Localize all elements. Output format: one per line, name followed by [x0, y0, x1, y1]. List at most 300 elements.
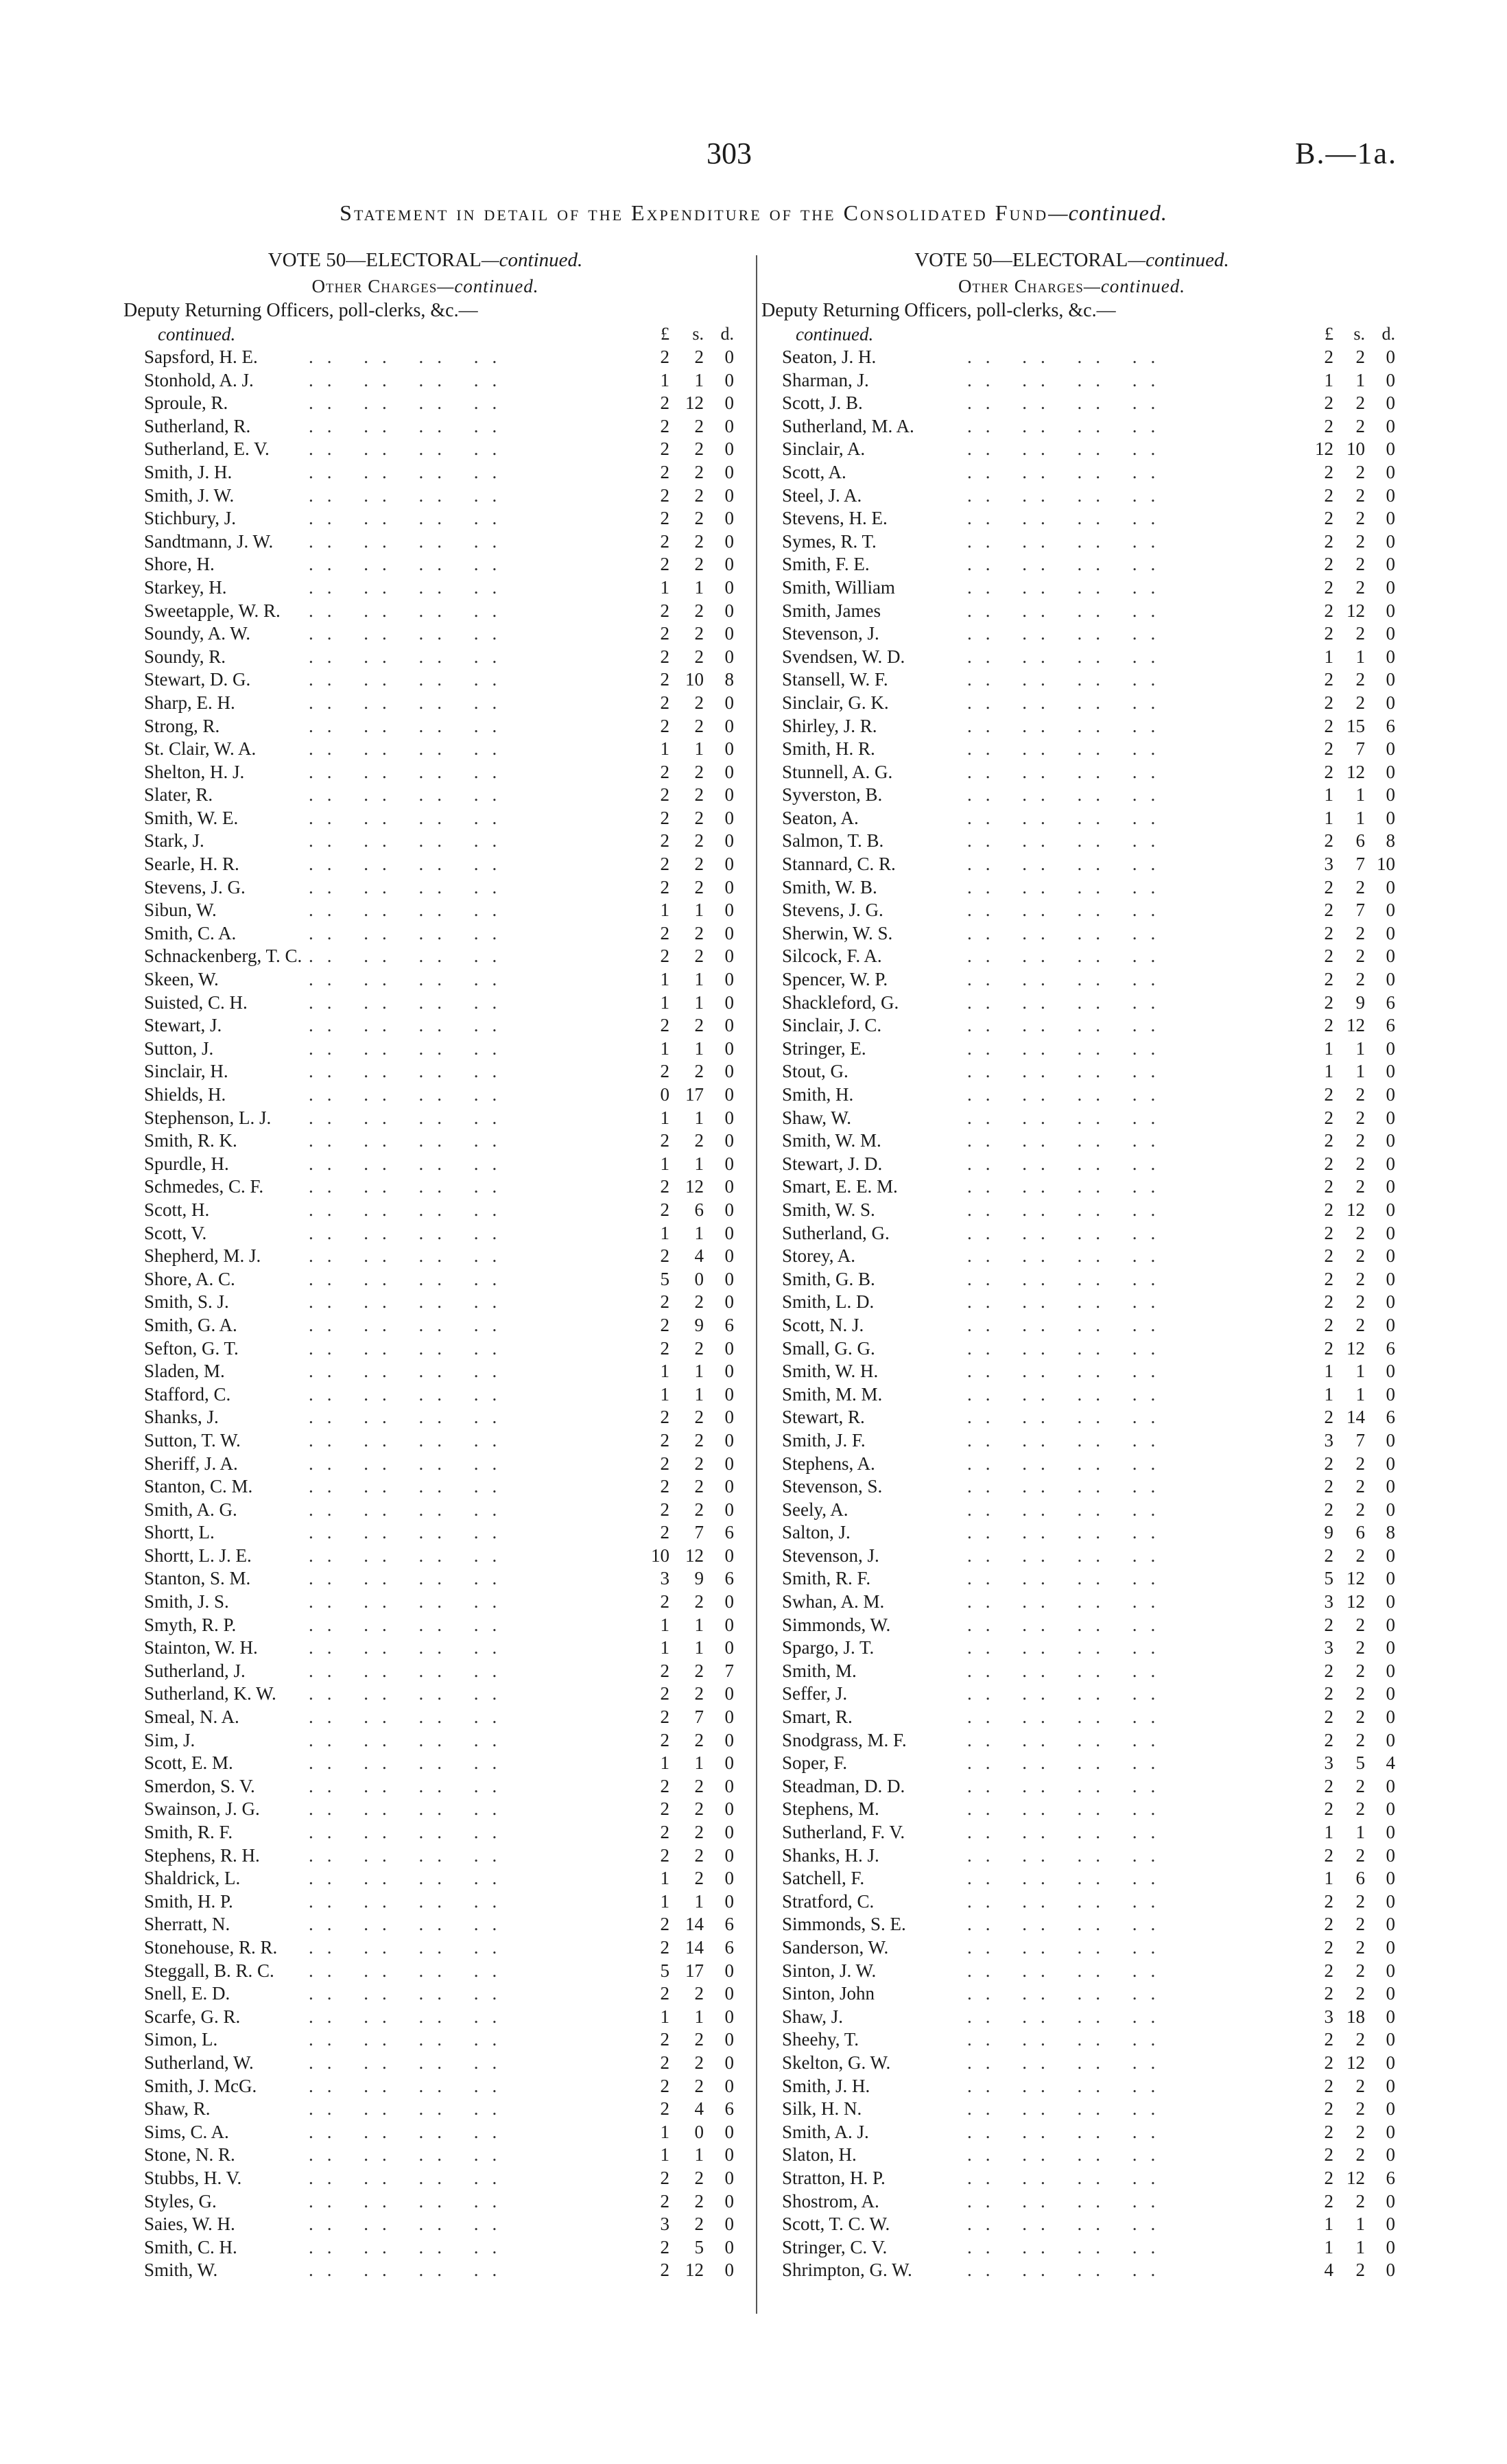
amount-pounds: 1 [1324, 807, 1333, 828]
amount-pence: 0 [724, 438, 734, 460]
amount-shillings: 2 [694, 1061, 704, 1082]
payee-name: Stone, N. R. [144, 2144, 235, 2166]
continued-label: continued. [158, 324, 236, 344]
amount-pounds: 2 [660, 715, 669, 736]
payee-name: Smith, M. M. [782, 1383, 883, 1405]
amount-shillings: 2 [694, 1453, 704, 1474]
amount-shillings: 18 [1346, 2006, 1365, 2027]
dot-leaders: .. .. .. .. [967, 1752, 1170, 1774]
dot-leaders: .. .. .. .. [967, 1084, 1170, 1105]
amount-pence: 0 [724, 1407, 734, 1428]
amount-pence: 6 [1386, 1407, 1395, 1428]
dot-leaders: .. .. .. .. [309, 392, 511, 414]
amount-pence: 0 [1386, 415, 1395, 436]
amount-shillings: 2 [1355, 876, 1365, 897]
amount-pence: 0 [1386, 508, 1395, 529]
amount-pence: 0 [724, 1337, 734, 1359]
amount-pence: 0 [1386, 2236, 1395, 2257]
table-row [761, 784, 1395, 807]
amount-shillings: 2 [1355, 1291, 1365, 1313]
amount-pence: 0 [724, 1729, 734, 1750]
pounds-unit: £ [661, 324, 669, 344]
dot-leaders: .. .. .. .. [967, 1822, 1170, 1842]
payee-name: Shaw, R. [144, 2098, 211, 2120]
payee-name: Stewart, J. D. [782, 1153, 883, 1174]
dot-leaders: .. .. .. .. [309, 2121, 511, 2142]
amount-pence: 0 [724, 969, 734, 990]
payee-name: Simmonds, S. E. [782, 1914, 906, 1935]
vote-title: VOTE 50—ELECTORAL [268, 249, 482, 271]
amount-pounds: 2 [1324, 2167, 1333, 2188]
amount-pence: 0 [724, 1822, 734, 1842]
payee-name: Syverston, B. [782, 784, 883, 806]
amount-shillings: 2 [694, 2029, 704, 2050]
dot-leaders: .. .. .. .. [967, 807, 1170, 828]
amount-shillings: 2 [694, 2052, 704, 2073]
amount-shillings: 2 [694, 1499, 704, 1520]
payee-name: Shackleford, G. [782, 992, 899, 1013]
table-row [761, 415, 1395, 438]
amount-shillings: 2 [694, 876, 704, 897]
payee-name: Smith, J. F. [782, 1429, 866, 1451]
amount-shillings: 2 [694, 1591, 704, 1612]
dot-leaders: .. .. .. .. [309, 1729, 511, 1750]
table-row [123, 2028, 734, 2052]
amount-pence: 0 [724, 484, 734, 506]
payee-name: Scott, H. [144, 1199, 210, 1220]
amount-pounds: 2 [1324, 1245, 1333, 1267]
amount-pounds: 2 [1324, 715, 1333, 736]
table-row [761, 484, 1395, 508]
dot-leaders: .. .. .. .. [967, 1614, 1170, 1635]
payee-name: Seaton, J. H. [782, 347, 877, 367]
amount-pence: 6 [724, 1522, 734, 1543]
expenditure-list [761, 346, 1395, 2282]
amount-shillings: 2 [1355, 1798, 1365, 1820]
dot-leaders: .. .. .. .. [967, 1983, 1170, 2004]
table-row [761, 1129, 1395, 1153]
amount-shillings: 2 [694, 461, 704, 482]
table-row [761, 2098, 1395, 2121]
table-row [761, 1268, 1395, 1291]
payee-name: Stewart, D. G. [144, 669, 251, 690]
amount-pounds: 2 [660, 461, 669, 482]
amount-shillings: 1 [694, 900, 704, 921]
table-row [123, 876, 734, 900]
amount-pounds: 1 [660, 1752, 669, 1774]
amount-shillings: 1 [1355, 2236, 1365, 2257]
table-row [761, 1729, 1395, 1752]
dot-leaders: .. .. .. .. [309, 600, 511, 621]
payee-name: Stannard, C. R. [782, 854, 896, 875]
amount-pounds: 2 [660, 1729, 669, 1750]
amount-shillings: 2 [694, 347, 704, 367]
amount-pence: 0 [1386, 1291, 1395, 1313]
dot-leaders: .. .. .. .. [967, 1130, 1170, 1151]
payee-name: Swainson, J. G. [144, 1798, 260, 1820]
payee-name: Smart, R. [782, 1706, 853, 1728]
dot-leaders: .. .. .. .. [967, 692, 1170, 713]
amount-pounds: 2 [660, 1983, 669, 2004]
amount-pounds: 1 [1324, 1061, 1333, 1082]
amount-pence: 0 [724, 2214, 734, 2235]
dot-leaders: .. .. .. .. [967, 1960, 1170, 1981]
amount-pence: 0 [724, 992, 734, 1013]
dot-leaders: .. .. .. .. [309, 415, 511, 436]
amount-pence: 0 [1386, 646, 1395, 667]
payee-name: Salmon, T. B. [782, 830, 884, 852]
dot-leaders: .. .. .. .. [309, 2029, 511, 2050]
amount-pounds: 2 [1324, 530, 1333, 552]
amount-shillings: 1 [1355, 1061, 1365, 1082]
table-row [123, 968, 734, 992]
amount-pence: 0 [1386, 1476, 1395, 1497]
amount-shillings: 2 [694, 1660, 704, 1681]
amount-pounds: 2 [660, 1429, 669, 1451]
amount-pence: 0 [1386, 1107, 1395, 1128]
amount-pounds: 3 [1324, 854, 1333, 875]
table-row [123, 715, 734, 738]
payee-name: Sims, C. A. [144, 2121, 229, 2142]
dot-leaders: .. .. .. .. [309, 1614, 511, 1635]
amount-pounds: 1 [660, 369, 669, 390]
dot-leaders: .. .. .. .. [967, 1844, 1170, 1866]
amount-pounds: 2 [660, 646, 669, 667]
dot-leaders: .. .. .. .. [967, 1429, 1170, 1451]
payee-name: Smith, A. J. [782, 2121, 869, 2142]
amount-pounds: 2 [660, 692, 669, 713]
dot-leaders: .. .. .. .. [309, 1361, 511, 1382]
amount-shillings: 2 [1355, 1453, 1365, 1474]
amount-shillings: 2 [1355, 1499, 1365, 1520]
payee-name: Scott, A. [782, 461, 846, 482]
table-row [761, 1682, 1395, 1706]
payee-name: Smith, J. W. [144, 484, 235, 506]
amount-pence: 0 [1386, 600, 1395, 621]
amount-shillings: 2 [1355, 669, 1365, 690]
table-row [123, 1545, 734, 1568]
dot-leaders: .. .. .. .. [967, 2167, 1170, 2188]
amount-pence: 0 [724, 900, 734, 921]
table-row [761, 1222, 1395, 1245]
payee-name: Styles, G. [144, 2190, 217, 2211]
dot-leaders: .. .. .. .. [309, 1429, 511, 1451]
amount-pence: 4 [1386, 1752, 1395, 1774]
amount-pounds: 2 [1324, 992, 1333, 1013]
payee-name: Smith, L. D. [782, 1291, 875, 1313]
amount-shillings: 2 [1355, 415, 1365, 436]
amount-pounds: 2 [1324, 1983, 1333, 2004]
amount-pounds: 1 [660, 900, 669, 921]
table-row [123, 1107, 734, 1130]
payee-name: Searle, H. R. [144, 854, 239, 875]
table-row [123, 1499, 734, 1522]
dot-leaders: .. .. .. .. [967, 1706, 1170, 1728]
amount-pounds: 2 [1324, 2052, 1333, 2073]
table-row [761, 807, 1395, 830]
table-row [123, 600, 734, 623]
payee-name: Sherratt, N. [144, 1914, 230, 1935]
table-row [761, 1083, 1395, 1107]
table-row [761, 461, 1395, 484]
dot-leaders: .. .. .. .. [309, 2260, 511, 2281]
table-row [761, 1453, 1395, 1476]
dot-leaders: .. .. .. .. [309, 1914, 511, 1935]
payee-name: Sproule, R. [144, 392, 228, 414]
amount-pounds: 3 [1324, 2006, 1333, 2027]
amount-pounds: 2 [660, 1936, 669, 1958]
payee-name: Sinton, John [782, 1983, 875, 2004]
table-row [761, 2006, 1395, 2029]
charges-title: Other Charges [958, 276, 1084, 296]
dot-leaders: .. .. .. .. [309, 2214, 511, 2235]
amount-shillings: 2 [694, 1729, 704, 1750]
payee-name: Simmonds, W. [782, 1614, 891, 1635]
dot-leaders: .. .. .. .. [967, 715, 1170, 736]
payee-name: Small, G. G. [782, 1337, 875, 1359]
payee-name: Silk, H. N. [782, 2098, 862, 2120]
dot-leaders: .. .. .. .. [967, 922, 1170, 943]
page-reference: B.—1a. [1295, 137, 1397, 170]
payee-name: Sutherland, W. [144, 2052, 254, 2073]
amount-pounds: 2 [660, 1061, 669, 1082]
dot-leaders: .. .. .. .. [309, 508, 511, 529]
payee-name: Sinclair, J. C. [782, 1015, 882, 1036]
dot-leaders: .. .. .. .. [967, 600, 1170, 621]
dot-leaders: .. .. .. .. [309, 1199, 511, 1220]
table-row [761, 1175, 1395, 1199]
payee-name: Strong, R. [144, 715, 220, 736]
payee-name: Suisted, C. H. [144, 992, 248, 1013]
table-row [761, 1545, 1395, 1568]
table-row [123, 1660, 734, 1683]
amount-pounds: 2 [660, 1522, 669, 1543]
charges-heading [761, 273, 1382, 299]
payee-name: Smith, W. E. [144, 807, 239, 828]
dot-leaders: .. .. .. .. [309, 1407, 511, 1428]
amount-pounds: 2 [1324, 461, 1333, 482]
amount-pence: 0 [724, 1222, 734, 1243]
amount-pounds: 2 [1324, 1936, 1333, 1958]
dot-leaders: .. .. .. .. [967, 784, 1170, 806]
amount-shillings: 12 [685, 1545, 704, 1566]
amount-shillings: 2 [694, 2214, 704, 2235]
dot-leaders: .. .. .. .. [309, 461, 511, 482]
table-row [761, 369, 1395, 392]
table-row [123, 1060, 734, 1083]
table-row [761, 1199, 1395, 1222]
dot-leaders: .. .. .. .. [967, 1729, 1170, 1750]
table-row [123, 1360, 734, 1383]
amount-pounds: 2 [660, 1337, 669, 1359]
amount-pence: 0 [724, 2006, 734, 2027]
amount-pounds: 2 [660, 2260, 669, 2281]
page-number: 303 [707, 137, 752, 170]
amount-shillings: 2 [694, 2190, 704, 2211]
dot-leaders: .. .. .. .. [309, 1314, 511, 1335]
section-heading-continued [123, 322, 734, 346]
amount-pence: 0 [1386, 1545, 1395, 1566]
payee-name: Sinton, J. W. [782, 1960, 877, 1981]
amount-pounds: 2 [660, 2075, 669, 2096]
amount-pounds: 2 [660, 761, 669, 782]
table-row [761, 876, 1395, 900]
dot-leaders: .. .. .. .. [309, 1752, 511, 1774]
dot-leaders: .. .. .. .. [967, 1337, 1170, 1359]
table-row [123, 1037, 734, 1061]
amount-shillings: 7 [694, 1706, 704, 1728]
amount-pence: 0 [724, 1130, 734, 1151]
table-row [123, 1314, 734, 1337]
dot-leaders: .. .. .. .. [309, 1107, 511, 1128]
amount-shillings: 2 [694, 1015, 704, 1036]
amount-pence: 0 [1386, 1361, 1395, 1382]
dot-leaders: .. .. .. .. [309, 922, 511, 943]
amount-pence: 0 [724, 1199, 734, 1220]
dot-leaders: .. .. .. .. [309, 900, 511, 921]
table-row [123, 1521, 734, 1545]
amount-shillings: 2 [694, 623, 704, 644]
table-row [761, 992, 1395, 1015]
payee-name: Smith, William [782, 576, 895, 598]
amount-pounds: 2 [660, 508, 669, 529]
amount-pence: 0 [1386, 1868, 1395, 1889]
payee-name: Seely, A. [782, 1499, 849, 1520]
amount-pounds: 2 [1324, 1337, 1333, 1359]
dot-leaders: .. .. .. .. [309, 2052, 511, 2073]
table-row [123, 1014, 734, 1037]
amount-shillings: 9 [694, 1314, 704, 1335]
amount-pence: 0 [1386, 900, 1395, 921]
amount-pounds: 2 [660, 1199, 669, 1220]
payee-name: Sandtmann, J. W. [144, 530, 274, 552]
amount-shillings: 2 [1355, 347, 1365, 367]
amount-pounds: 2 [660, 1015, 669, 1036]
payee-name: Swhan, A. M. [782, 1591, 885, 1612]
dot-leaders: .. .. .. .. [309, 692, 511, 713]
amount-pounds: 2 [1324, 669, 1333, 690]
amount-pounds: 2 [660, 1130, 669, 1151]
table-row [123, 1752, 734, 1775]
charges-suffix: —continued. [437, 276, 539, 296]
dot-leaders: .. .. .. .. [309, 876, 511, 897]
table-row [123, 1706, 734, 1729]
payee-name: Sinclair, A. [782, 438, 866, 460]
amount-pounds: 2 [660, 1314, 669, 1335]
amount-pence: 0 [724, 1868, 734, 1889]
amount-pounds: 9 [1324, 1522, 1333, 1543]
table-row [761, 2121, 1395, 2144]
dot-leaders: .. .. .. .. [967, 2075, 1170, 2096]
table-row [761, 922, 1395, 946]
dot-leaders: .. .. .. .. [967, 1314, 1170, 1335]
dot-leaders: .. .. .. .. [309, 1822, 511, 1842]
amount-shillings: 2 [694, 484, 704, 506]
amount-shillings: 1 [1355, 1037, 1365, 1059]
amount-pounds: 2 [1324, 1268, 1333, 1289]
amount-pence: 0 [724, 347, 734, 367]
amount-pence: 6 [1386, 1337, 1395, 1359]
payee-name: Sweetapple, W. R. [144, 600, 281, 621]
dot-leaders: .. .. .. .. [967, 1499, 1170, 1520]
amount-shillings: 2 [1355, 2144, 1365, 2166]
payee-name: Soundy, A. W. [144, 623, 251, 644]
table-row [761, 2028, 1395, 2052]
table-row [761, 1567, 1395, 1591]
charges-title: Other Charges [311, 276, 438, 296]
payee-name: Smith, S. J. [144, 1291, 229, 1313]
amount-pounds: 2 [1324, 1499, 1333, 1520]
amount-pence: 0 [724, 830, 734, 852]
payee-name: Soper, F. [782, 1752, 848, 1774]
amount-pounds: 2 [1324, 2121, 1333, 2142]
amount-shillings: 2 [694, 2075, 704, 2096]
amount-shillings: 2 [1355, 692, 1365, 713]
dot-leaders: .. .. .. .. [967, 1868, 1170, 1889]
charges-suffix: —continued. [1083, 276, 1186, 296]
amount-pounds: 0 [660, 1084, 669, 1105]
pence-unit: d. [720, 324, 734, 344]
amount-shillings: 2 [1355, 1936, 1365, 1958]
payee-name: Stephens, R. H. [144, 1844, 260, 1866]
dot-leaders: .. .. .. .. [309, 1383, 511, 1405]
amount-pence: 0 [724, 1637, 734, 1658]
dot-leaders: .. .. .. .. [967, 1660, 1170, 1681]
table-row [123, 1798, 734, 1821]
amount-pence: 0 [1386, 1936, 1395, 1958]
amount-shillings: 2 [1355, 1914, 1365, 1935]
amount-pence: 0 [1386, 392, 1395, 414]
amount-pounds: 2 [1324, 1545, 1333, 1566]
table-row [123, 1406, 734, 1429]
payee-name: Scarfe, G. R. [144, 2006, 241, 2027]
table-row [761, 1775, 1395, 1798]
payee-name: Steel, J. A. [782, 484, 862, 506]
amount-shillings: 12 [685, 2260, 704, 2281]
dot-leaders: .. .. .. .. [967, 1453, 1170, 1474]
section-heading: Deputy Returning Officers, poll-clerks, &c.— [123, 300, 478, 321]
amount-pence: 0 [724, 2029, 734, 2050]
amount-shillings: 2 [1355, 1176, 1365, 1197]
amount-pounds: 2 [660, 946, 669, 967]
dot-leaders: .. .. .. .. [309, 1591, 511, 1612]
table-row [123, 1913, 734, 1936]
amount-pounds: 2 [1324, 1706, 1333, 1728]
dot-leaders: .. .. .. .. [309, 715, 511, 736]
amount-shillings: 2 [694, 807, 704, 828]
amount-pence: 0 [724, 692, 734, 713]
amount-shillings: 2 [694, 1775, 704, 1796]
amount-pence: 6 [1386, 715, 1395, 736]
payee-name: Sharman, J. [782, 369, 869, 390]
amount-pence: 6 [1386, 2167, 1395, 2188]
amount-shillings: 2 [1355, 2098, 1365, 2120]
table-row [123, 945, 734, 968]
dot-leaders: .. .. .. .. [967, 1222, 1170, 1243]
amount-shillings: 4 [694, 2098, 704, 2120]
amount-shillings: 2 [1355, 1683, 1365, 1704]
amount-pounds: 2 [1324, 1775, 1333, 1796]
table-row [761, 2167, 1395, 2190]
dot-leaders: .. .. .. .. [309, 2236, 511, 2257]
amount-pence: 0 [724, 600, 734, 621]
right-column [761, 247, 1395, 2282]
dot-leaders: .. .. .. .. [309, 576, 511, 598]
payee-name: St. Clair, W. A. [144, 738, 257, 760]
payee-name: Svendsen, W. D. [782, 646, 905, 667]
amount-pence: 0 [724, 2167, 734, 2188]
table-row [123, 1129, 734, 1153]
